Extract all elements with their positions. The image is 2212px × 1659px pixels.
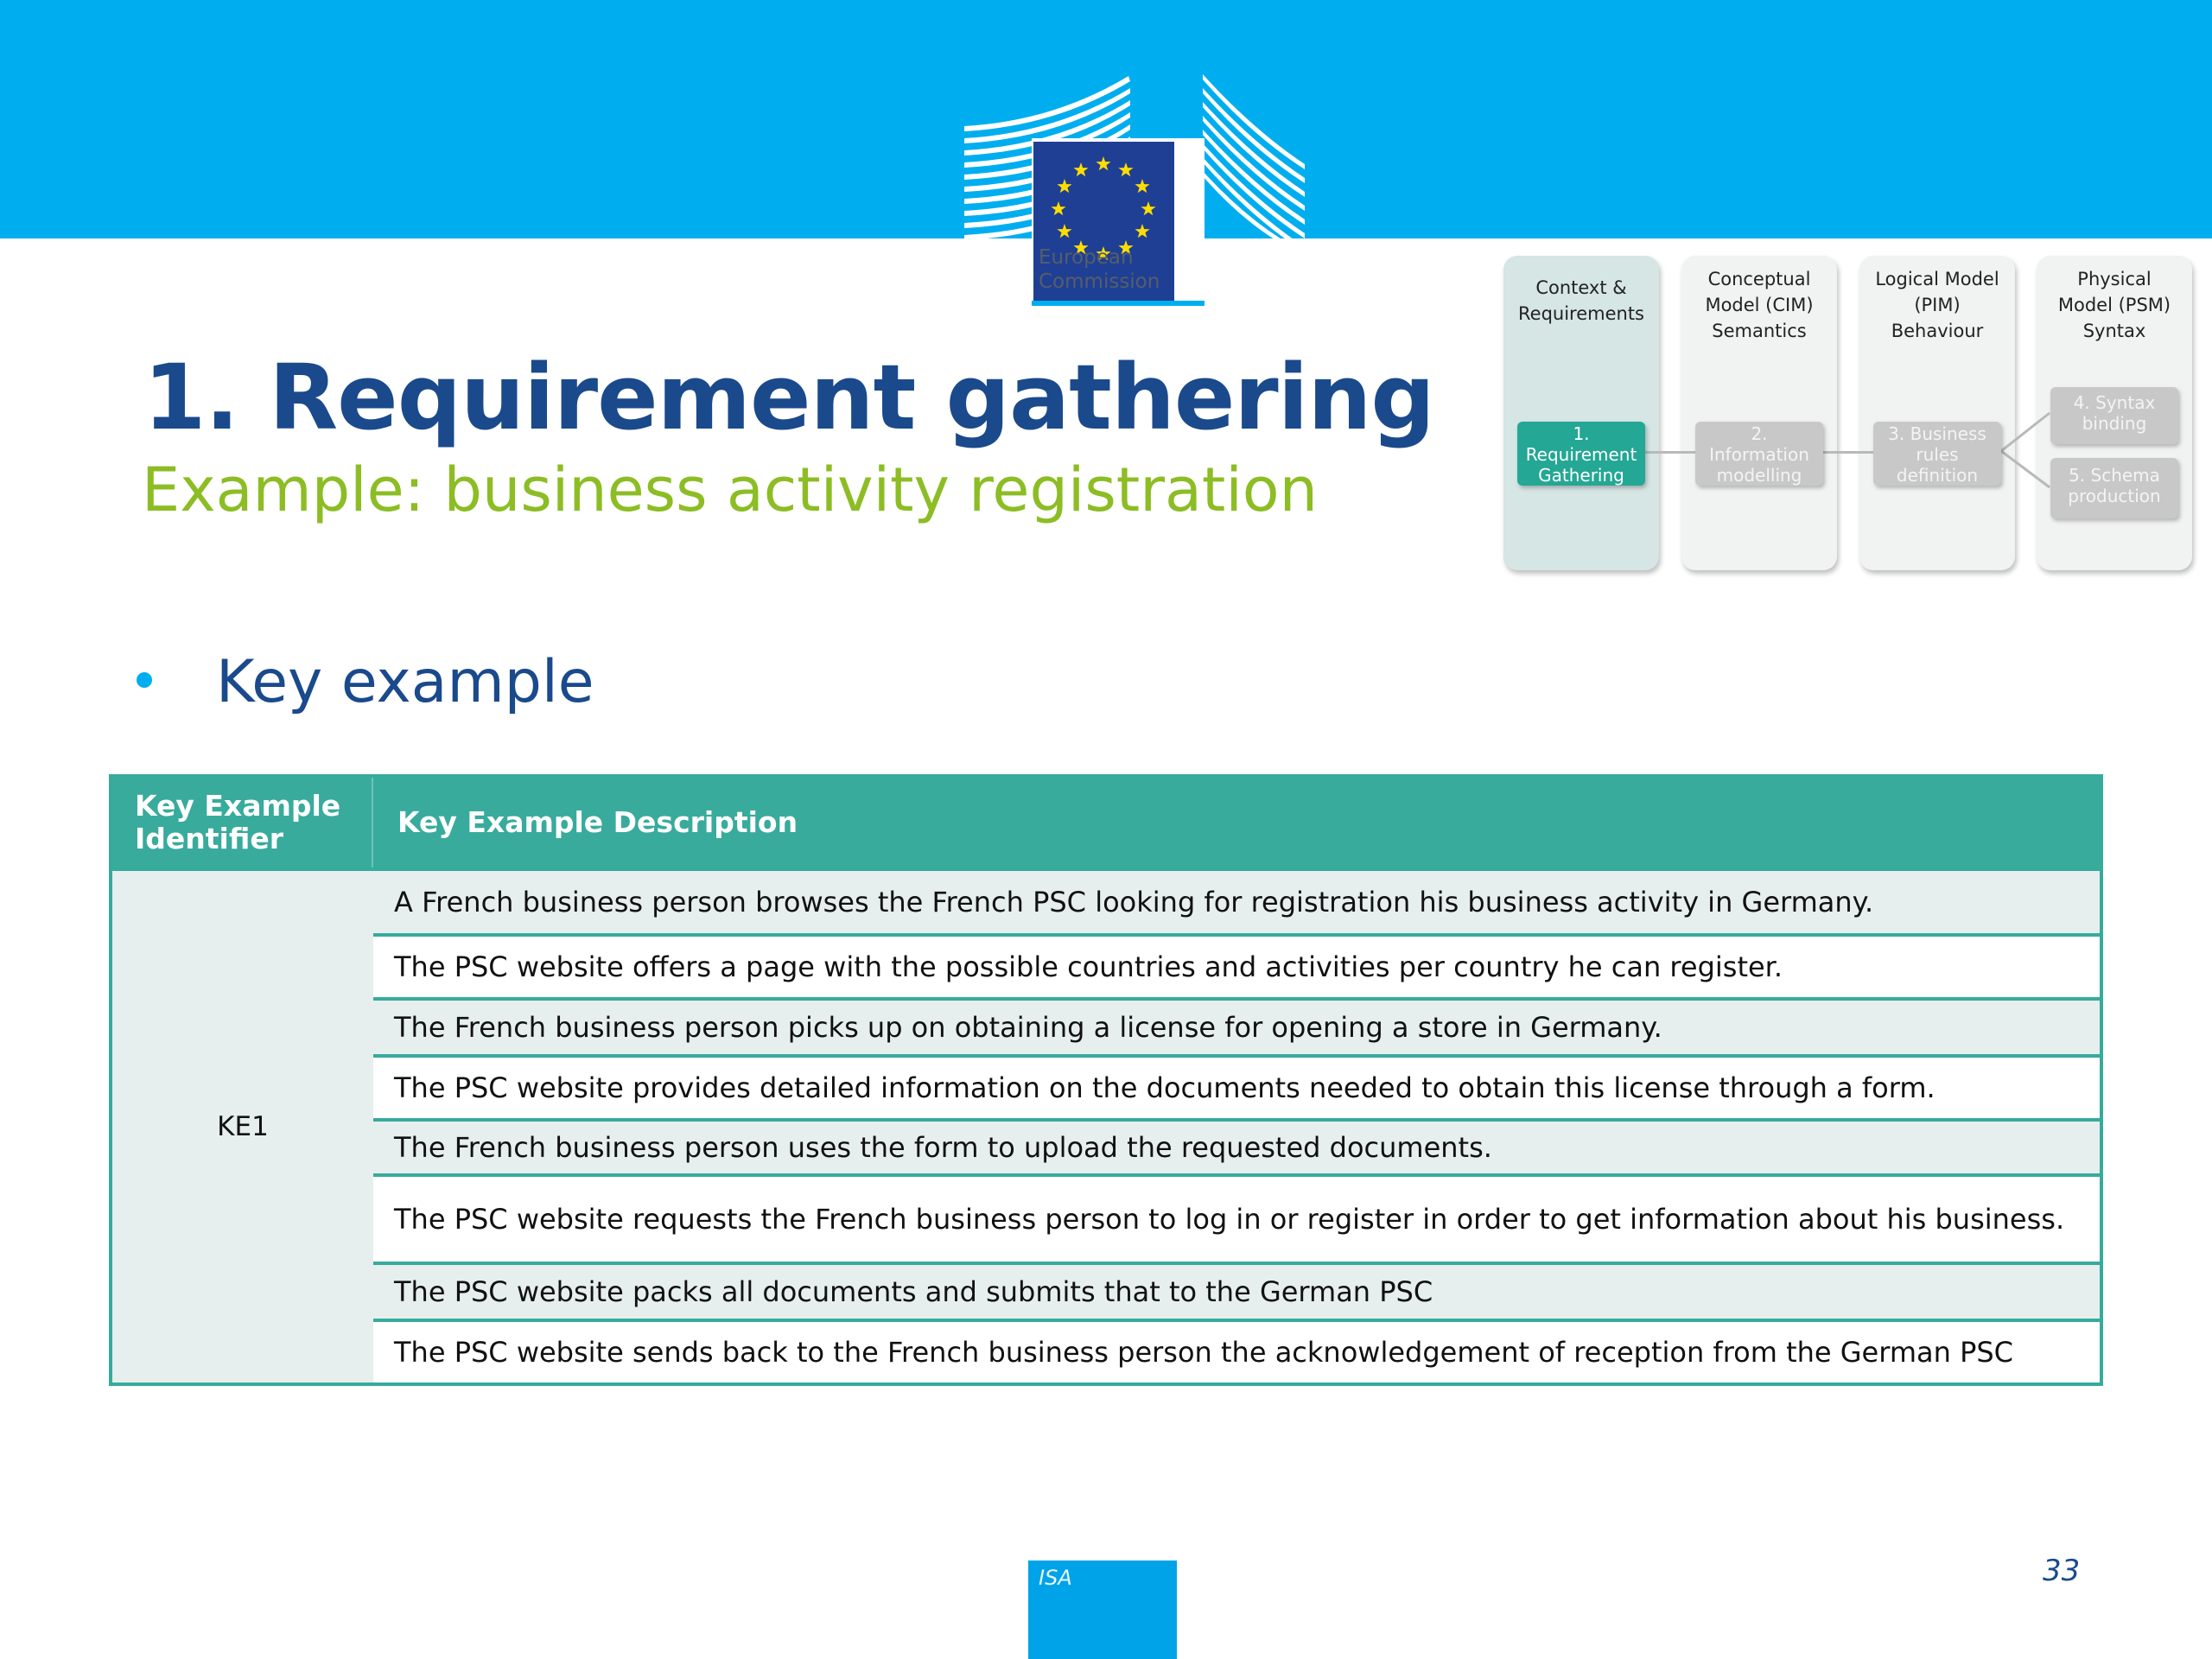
process-diagram xyxy=(1503,251,2195,579)
page-title: 1. Requirement gathering xyxy=(143,345,1434,450)
bullet-icon xyxy=(137,672,152,688)
eu-star-icon xyxy=(1096,156,1110,170)
stage-heading: Logical Model (PIM) Behaviour xyxy=(1875,269,1999,341)
table-row: The French business person uses the form to upload the requested documents. xyxy=(373,1118,2100,1173)
step-schema-production: 5. Schema production xyxy=(2050,458,2178,518)
isa-label: ISA xyxy=(1039,1566,1072,1590)
eu-star-icon xyxy=(1135,179,1150,193)
table-row: The French business person picks up on obtaining a license for opening a store in Germany. xyxy=(373,997,2100,1054)
stage-heading: Conceptual Model (CIM) Semantics xyxy=(1705,269,1814,341)
table-row: The PSC website packs all documents and submits that to the German PSC xyxy=(373,1262,2100,1319)
header-identifier: Key Example Identifier xyxy=(112,778,373,868)
step-information-modelling: 2. Information modelling xyxy=(1695,422,1823,486)
table-row: A French business person browses the French PSC looking for registration his business activity in Germany. xyxy=(373,868,2100,933)
logo-text: European Commission xyxy=(1039,246,1160,293)
european-commission-logo xyxy=(959,69,1309,311)
step-business-rules: 3. Business rules definition xyxy=(1873,422,2001,486)
stage-heading: Context & Requirements xyxy=(1518,277,1644,324)
eu-star-icon xyxy=(1057,224,1071,238)
connector xyxy=(1645,451,1695,454)
eu-star-icon xyxy=(1141,201,1155,215)
key-example-table xyxy=(109,774,2103,1386)
step-syntax-binding: 4. Syntax binding xyxy=(2050,387,2178,444)
header-description: Key Example Description xyxy=(397,805,798,839)
table-row: The PSC website provides detailed information on the documents needed to obtain this license through a form. xyxy=(373,1054,2100,1118)
description-column xyxy=(373,868,2100,1382)
page-number: 33 xyxy=(2043,1554,2081,1588)
step-requirement-gathering: 1. Requirement Gathering xyxy=(1517,422,1645,486)
eu-star-icon xyxy=(1051,201,1065,215)
table-header xyxy=(112,778,2100,868)
identifier-cell: KE1 xyxy=(112,868,373,1382)
eu-star-icon xyxy=(1073,162,1088,176)
eu-star-icon xyxy=(1057,179,1071,193)
table-row: The PSC website sends back to the French business person the acknowledgement of reception from the German PSC xyxy=(373,1319,2100,1382)
stage-conceptual-model xyxy=(1681,256,1837,570)
bullet-heading: Key example xyxy=(216,648,594,716)
eu-star-icon xyxy=(1135,224,1150,238)
connector xyxy=(1823,451,1873,454)
branch-connector xyxy=(1999,406,2051,501)
stage-heading: Physical Model (PSM) Syntax xyxy=(2057,269,2171,341)
stage-logical-model xyxy=(1859,256,2015,570)
page-subtitle: Example: business activity registration xyxy=(142,454,1319,525)
logo-underline xyxy=(1032,301,1205,306)
table-body xyxy=(112,868,2100,1382)
table-row: The PSC website requests the French business person to log in or register in order to get information about his business. xyxy=(373,1173,2100,1262)
eu-star-icon xyxy=(1118,162,1133,176)
stage-context-requirements xyxy=(1503,256,1659,570)
table-row: The PSC website offers a page with the possible countries and activities per country he can register. xyxy=(373,933,2100,997)
